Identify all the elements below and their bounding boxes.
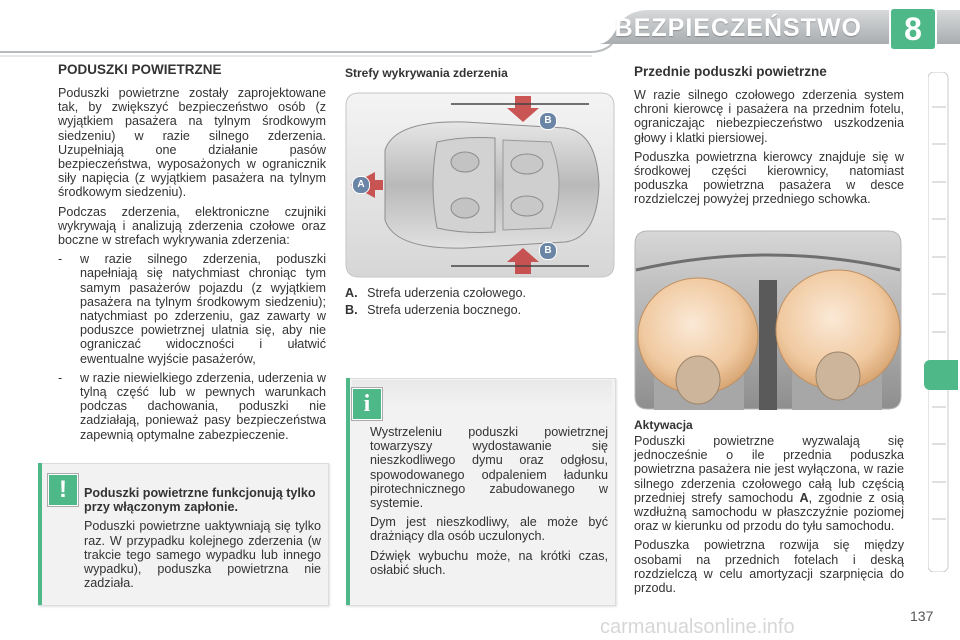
left-column-text <box>58 86 326 447</box>
chapter-number: 8 <box>904 11 922 47</box>
detection-zones-title: Strefy wykrywania zderzenia <box>345 66 508 80</box>
deployment-paragraph: Poduszka powietrzna rozwija się między osobami na przednich fotelach i deską rozdzielczą w celu amortyzacji szarpnięcia do przodu. <box>634 538 904 596</box>
chapter-number-badge[interactable] <box>888 6 938 52</box>
info-icon: i <box>352 388 382 420</box>
activation-text-part: Poduszki powietrzne wyzwalają się jednocześnie o ile przednia poduszka powietrzna pasażera nie jest wyłączona, w razie silnego zderzenia czołowego całą lub częścią przedniej strefy samochodu <box>634 434 904 505</box>
car-top-view-figure <box>345 92 615 278</box>
activation-text <box>634 434 904 600</box>
legend-text: Strefa uderzenia bocznego. <box>367 303 522 318</box>
airbags-deployed-illustration <box>634 230 902 410</box>
list-item-text: w razie niewielkiego zderzenia, uderzenia w tylną część lub w pewnych warunkach podczas dachowania, poduszki nie zadziałają, ponieważ pasy bezpieczeństwa zapewnią optymalne zabezpieczenie. <box>80 370 326 442</box>
airbags-deployed-figure <box>634 230 902 410</box>
sensors-paragraph: Podczas zderzenia, elektroniczne czujniki wykrywają i analizują zderzenia czołowe oraz boczne w strefach wykrywania zderzenia: <box>58 204 326 248</box>
info-box-header-band <box>352 380 612 410</box>
legend-item <box>345 286 615 300</box>
bullet-dash: - <box>58 370 63 385</box>
intro-paragraph: Poduszki powietrzne zostały zaprojektowane tak, by zwiększyć bezpieczeństwo osób (z wyjątkiem pasażera na tylnym środkowym siedzeniu) w razie silnego zderzenia. Uzupełniają one działanie pasów bezpieczeństwa, wyposażonych w ogranicznik siły napięcia (z wyjątkiem pasażera na tylnym środkowym siedzeniu). <box>58 86 326 200</box>
airbag-location-paragraph: Poduszka powietrzna kierowcy znajduje się w środkowej części kierownicy, natomiast poduszka powietrzna pasażera w desce rozdzielczej powyżej przedniego schowka. <box>634 149 904 207</box>
section-title-airbags: PODUSZKI POWIETRZNE <box>58 62 222 77</box>
active-chapter-tab[interactable] <box>924 360 958 390</box>
zone-badge-a <box>352 176 370 194</box>
warning-box-accent-bar <box>38 463 42 605</box>
front-airbags-paragraph: W razie silnego czołowego zderzenia system chroni kierowcę i pasażera na przednim fotelu, ograniczając niebezpieczeństwo uszkodzenia głowy i klatki piersiowej. <box>634 88 904 145</box>
exclamation-icon: ! <box>48 474 78 506</box>
list-item <box>58 371 326 442</box>
activation-title: Aktywacja <box>634 418 693 432</box>
car-top-view-illustration <box>345 92 615 278</box>
warning-title: Poduszki powietrzne funkcjonują tylko przy włączonym zapłonie. <box>84 486 316 515</box>
chapter-title: BEZPIECZEŃSTWO <box>614 14 862 42</box>
page-number: 137 <box>910 608 934 624</box>
zone-badge-b-bottom <box>539 242 557 260</box>
chapter-tab-strip[interactable] <box>928 72 954 572</box>
bullet-dash: - <box>58 252 63 267</box>
legend-key: A. <box>345 286 358 300</box>
info-box-accent-bar <box>346 378 350 605</box>
legend-item <box>345 303 615 317</box>
zone-label: B <box>544 115 552 126</box>
legend-text: Strefa uderzenia czołowego. <box>367 286 527 300</box>
info-paragraph: Wystrzeleniu poduszki powietrznej towarzyszy wydostawanie się nieszkodliwego dymu oraz odgłosu, spowodowanego odpaleniem ładunku pirotechnicznego zabudowanego w systemie. <box>370 425 608 511</box>
info-content <box>370 425 608 582</box>
legend-key: B. <box>345 303 358 318</box>
list-item <box>58 252 326 366</box>
zone-label: B <box>544 245 552 256</box>
zone-badge-b-top <box>539 112 557 130</box>
info-paragraph: Dym jest nieszkodliwy, ale może być drażniący dla osób uczulonych. <box>370 515 608 544</box>
info-paragraph: Dźwięk wybuchu może, na krótki czas, osłabić słuch. <box>370 548 608 577</box>
activation-paragraph <box>634 434 904 533</box>
activation-text-part: , zgodnie z osią wzdłużną samochodu w płaszczyźnie poziomej oraz w kierunku od przodu do tyłu samochodu. <box>634 490 905 534</box>
zones-legend <box>345 286 615 317</box>
warning-content <box>84 486 321 595</box>
list-item-text: w razie silnego zderzenia, poduszki napełniają się natychmiast chroniąc tym samym pasażerów pojazdu (z wyjątkiem pasażera na tylnym środkowym siedzeniu); natychmiast po zderzeniu, gaz zawarty w poduszce powietrznej ulatnia się, aby nie ograniczać widoczności i ułatwić ewentualne wyjście pasażerów, <box>80 252 326 366</box>
warning-text: Poduszki powietrzne uaktywniają się tylko raz. W przypadku kolejnego zderzenia (w trakcie tego samego wypadku lub innego wypadku), poduszka powietrzna nie zadziała. <box>84 519 321 591</box>
front-airbags-title: Przednie poduszki powietrzne <box>634 64 827 79</box>
zone-label: A <box>357 179 365 190</box>
activation-zone-ref: A <box>799 490 809 505</box>
watermark: carmanualsonline.info <box>600 616 795 638</box>
front-airbags-text <box>634 88 904 212</box>
